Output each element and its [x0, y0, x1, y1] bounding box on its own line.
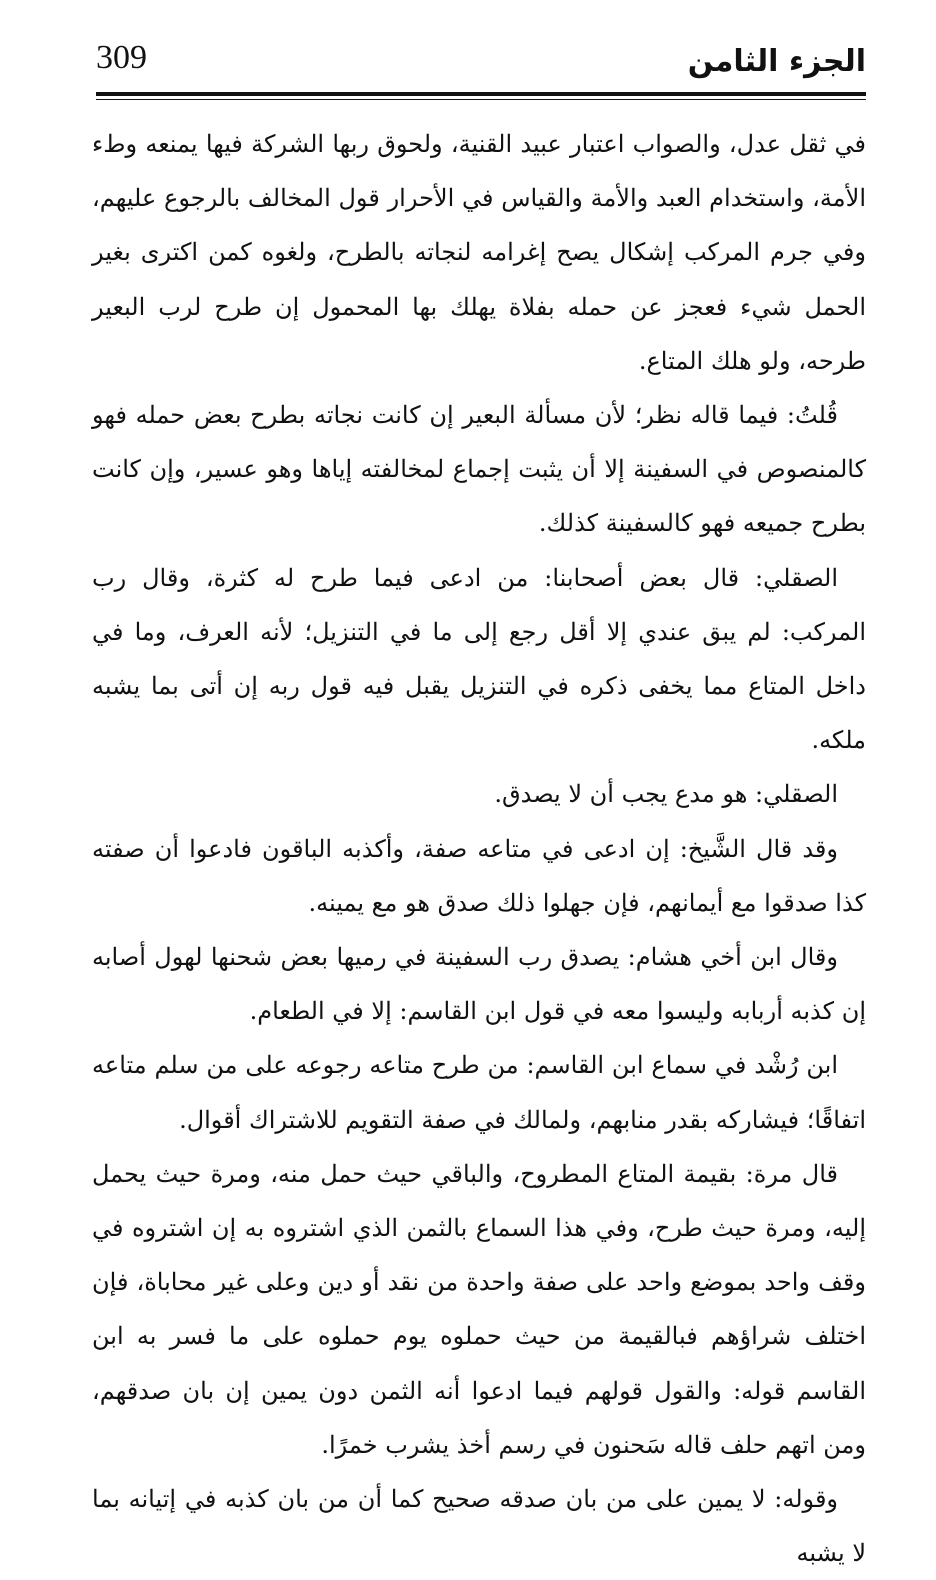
paragraph: قُلتُ: فيما قاله نظر؛ لأن مسألة البعير إن كانت نجاته بطرح بعض حمله فهو كالمنصوص في السفينة إلا أن يثبت إجماع لمخالفته إياها وهو عسير، وإن كانت بطرح جميعه فهو كالسفينة كذلك. [92, 401, 866, 538]
paragraph: ابن رُشْد في سماع ابن القاسم: من طرح متاعه رجوعه على من سلم متاعه اتفاقًا؛ فيشاركه بقدر منابهم، ولمالك في صفة التقويم للاشتراك أقوال. [92, 1051, 866, 1134]
paragraph: الصقلي: هو مدع يجب أن لا يصدق. [494, 780, 838, 809]
header-rule-thick [96, 92, 866, 96]
paragraph: وقوله: لا يمين على من بان صدقه صحيح كما أن من بان كذبه في إتيانه بما لا يشبه [92, 1485, 866, 1568]
paragraph: الصقلي: قال بعض أصحابنا: من ادعى فيما طرح له كثرة، وقال رب المركب: لم يبق عندي إلا أقل رجع إلى ما في التنزيل؛ لأنه العرف، وما في داخل المتاع مما يخفى ذكره في التنزيل يقبل فيه قول ربه إن أتى بما يشبه ملكه. [92, 563, 867, 755]
body-text [92, 117, 866, 1580]
page-number: 309 [96, 39, 147, 76]
paragraph: في ثقل عدل، والصواب اعتبار عبيد القنية، ولحوق ربها الشركة فيها يمنعه وطء الأمة، واستخدام العبد والأمة والقياس في الأحرار قول المخالف بالرجوع عليهم، وفي جرم المركب إشكال يصح إغرامه لنجاته بالطرح، ولغوه كمن اكترى بغير الحمل شيء فعجز عن حمله بفلاة يهلك بها المحمول إن طرح لرب البعير طرحه، ولو هلك المتاع. [92, 130, 866, 375]
running-title: الجزء الثامن [687, 44, 866, 79]
header-rule-thin [96, 99, 866, 100]
paragraph: وقال ابن أخي هشام: يصدق رب السفينة في رميها بعض شحنها لهول أصابه إن كذبه أربابه وليسوا معه في قول ابن القاسم: إلا في الطعام. [92, 943, 866, 1026]
paragraph: قال مرة: بقيمة المتاع المطروح، والباقي حيث حمل منه، ومرة حيث يحمل إليه، ومرة حيث طرح، وفي هذا السماع بالثمن الذي اشتروه به إن اشتروه في وقف واحد بموضع واحد على صفة واحدة من نقد أو دين وعلى غير محاباة، فإن اختلف شراؤهم فبالقيمة من حيث حملوه يوم حملوه على ما فسر به ابن القاسم قوله: والقول قولهم فيما ادعوا أنه الثمن دون يمين إن بان صدقهم، ومن اتهم حلف قاله سَحنون في رسم أخذ يشرب خمرًا. [92, 1159, 867, 1459]
page-header [96, 36, 866, 92]
paragraph: وقد قال الشَّيخ: إن ادعى في متاعه صفة، وأكذبه الباقون فادعوا أن صفته كذا صدقوا مع أيمانهم، فإن جهلوا ذلك صدق هو مع يمينه. [92, 834, 866, 917]
